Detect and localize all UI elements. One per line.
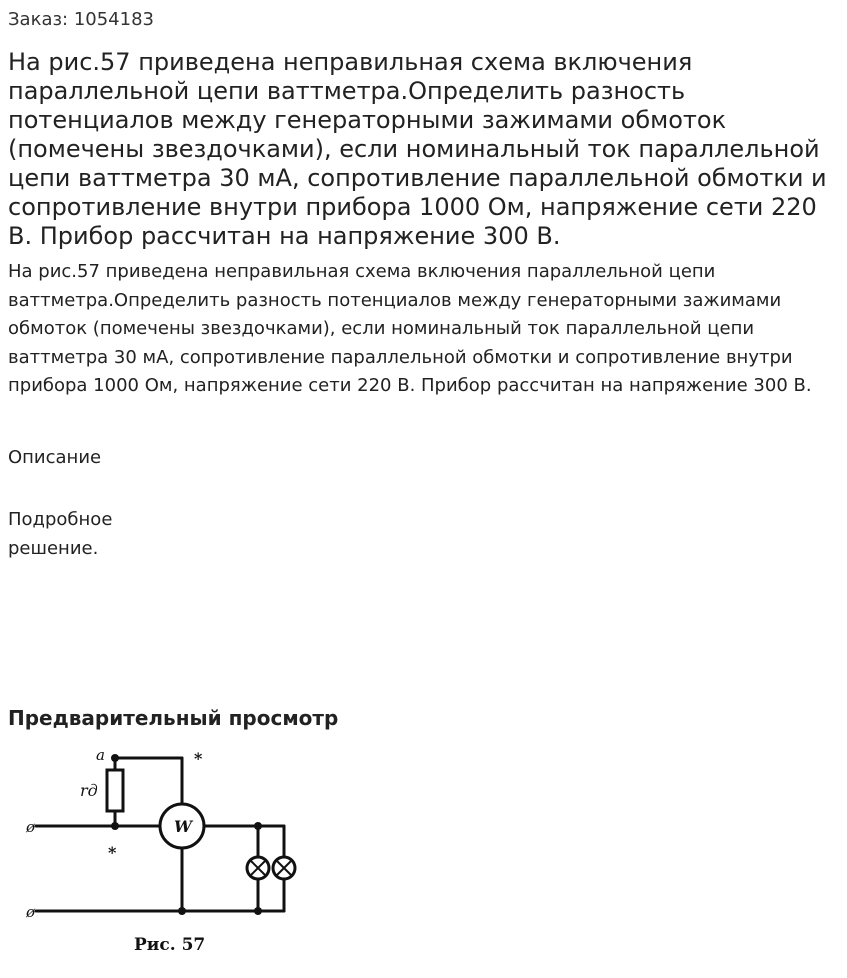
task-body: На рис.57 приведена неправильная схема включения параллельной цепи ваттметра.Определить разность потенциалов между генераторными зажимами обмоток (помечены звездочками), если номинальный ток параллельной цепи ваттметра 30 мА, сопротивление параллельной обмотки и сопротивление внутри прибора 1000 Ом, напряжение сети 220 В. Прибор рассчитан на напряжение 300 В. — [8, 261, 812, 396]
preview-heading: Предварительный просмотр — [8, 706, 339, 730]
resistor-label: rд — [80, 781, 98, 800]
circuit-figure — [22, 740, 312, 965]
terminal-mark-top: ø — [26, 818, 36, 836]
star-mark-current: * — [194, 749, 203, 768]
description-detail: Подробное решение. — [8, 509, 113, 559]
order-number: Заказ: 1054183 — [8, 9, 154, 30]
circuit-diagram — [22, 740, 312, 965]
node-label: a — [96, 746, 105, 764]
task-title: На рис.57 приведена неправильная схема включения параллельной цепи ваттметра.Определить разность потенциалов между генераторными зажимами обмоток (помечены звездочками), если номинальный ток параллельной цепи ваттметра 30 мА, сопротивление параллельной обмотки и сопротивление внутри прибора 1000 Ом, напряжение сети 220 В. Прибор рассчитан на напряжение 300 В. — [8, 48, 827, 250]
wattmeter-label: W — [174, 817, 192, 836]
terminal-mark-bottom: ø — [26, 903, 36, 921]
star-mark-voltage: * — [108, 843, 117, 862]
figure-caption: Рис. 57 — [134, 935, 206, 955]
description-heading: Описание — [8, 447, 102, 468]
resistor — [107, 770, 123, 811]
